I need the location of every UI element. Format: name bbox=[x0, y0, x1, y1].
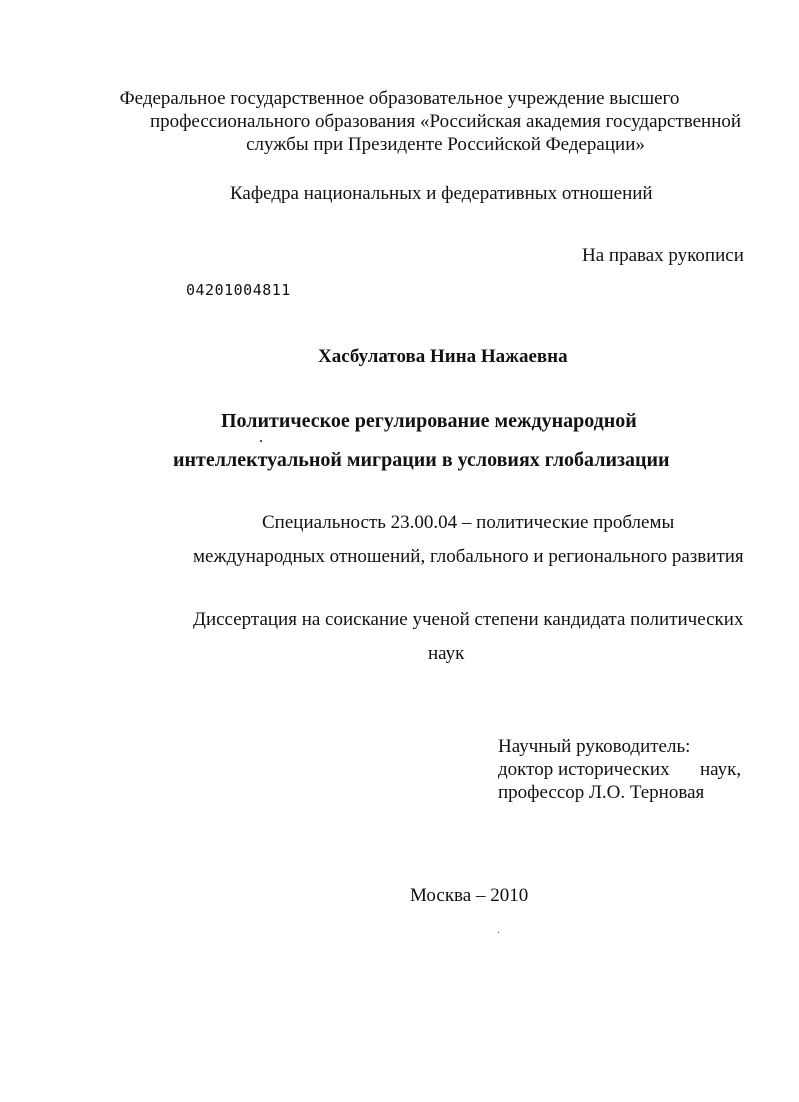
institution-line-3: службы при Президенте Российской Федерации» bbox=[246, 134, 645, 155]
document-number: 04201004811 bbox=[186, 281, 291, 299]
dissertation-degree-line-1: Диссертация на соискание ученой степени кандидата политических bbox=[193, 609, 744, 630]
author-name: Хасбулатова Нина Нажаевна bbox=[318, 346, 568, 367]
institution-line-2: профессионального образования «Российская академия государственной bbox=[149, 111, 742, 132]
dissertation-title-line-2: интеллектуальной миграции в условиях глобализации bbox=[173, 449, 670, 471]
specialty-line-2: международных отношений, глобального и регионального развития bbox=[193, 546, 744, 567]
institution-line-1: Федеральное государственное образовательное учреждение высшего bbox=[119, 88, 680, 109]
supervisor-name: профессор Л.О. Терновая bbox=[498, 782, 705, 803]
supervisor-degree-part-2: наук, bbox=[700, 759, 742, 780]
place-and-year: Москва – 2010 bbox=[410, 885, 529, 906]
scan-speck bbox=[260, 440, 262, 442]
dissertation-title-line-1: Политическое регулирование международной bbox=[221, 410, 637, 432]
supervisor-degree-part-1: доктор исторических bbox=[498, 759, 670, 780]
specialty-line-1: Специальность 23.00.04 – политические проблемы bbox=[262, 512, 675, 533]
dissertation-degree-line-2: наук bbox=[428, 643, 465, 664]
scan-speck bbox=[498, 932, 499, 933]
supervisor-label: Научный руководитель: bbox=[498, 736, 691, 757]
manuscript-note: На правах рукописи bbox=[582, 245, 744, 266]
department: Кафедра национальных и федеративных отношений bbox=[230, 183, 653, 204]
